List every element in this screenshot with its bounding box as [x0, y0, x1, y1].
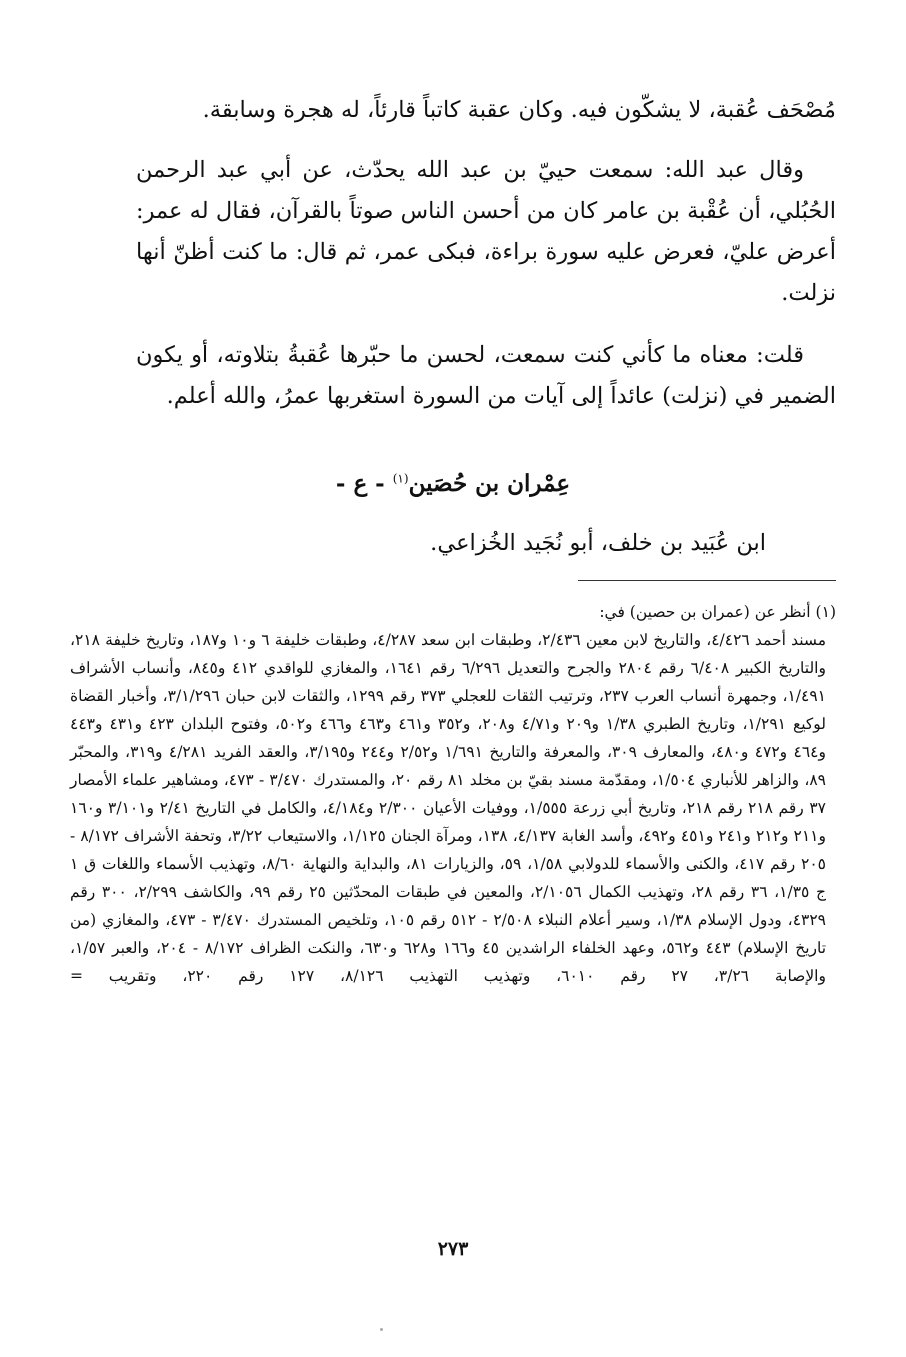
heading-name: عِمْران بن حُصَين — [408, 470, 571, 497]
paragraph-2 — [136, 335, 836, 417]
biography-heading — [0, 470, 906, 497]
lineage-text: ابن عُبَيد بن خلف، أبو نُجَيد الخُزاعي. — [430, 530, 766, 556]
lineage-line — [430, 530, 766, 556]
heading-footnote-ref: (١) — [392, 471, 409, 486]
top-line-text: مُصْحَف عُقبة، لا يشكّون فيه. وكان عقبة كاتباً قارئاً، له هجرة وسابقة. — [202, 97, 836, 123]
heading-code: - ع - — [335, 470, 393, 497]
footnote-separator — [578, 580, 836, 581]
page-number: ٢٧٣ — [437, 1238, 469, 1260]
scan-speck — [380, 1328, 383, 1331]
top-line — [136, 90, 836, 131]
footnote-body: مسند أحمد ٤/٤٢٦، والتاريخ لابن معين ٢/٤٣٦، وطبقات ابن سعد ٤/٢٨٧، وطبقات خليفة ٦ و١٠ و١٨٧، وتاريخ خليفة ٢١٨، والتاريخ الكبير ٦/٤٠٨ رقم ٢٨٠٤ والجرح والتعديل ٦/٢٩٦ رقم ١٦٤١، والمغازي للواقدي ٤١٢ و٨٤٥، وأنساب الأشراف ١/٤٩١، وجمهرة أنساب العرب ٢٣٧، وترتيب الثقات للعجلي ٣٧٣ رقم ١٢٩٩، والثقات لابن حبان ٣/١/٢٩٦، وأخبار القضاة لوكيع ١/٢٩١، وتاريخ الطبري ١/٣٨ و٢٠٩ و٤/٧١ و٢٠٨، و٣٥٢ و٤٦١ و٤٦٣ و٤٦٦ و٥٠٢، وفتوح البلدان ٤٢٣ و٤٣١ و٤٤٣ و٤٦٤ و٤٧٢ و٤٨٠، والمعارف ٣٠٩، والمعرفة والتاريخ ١/٦٩١ و٢/٥٢ و٢٤٤ و٣/١٩٥، والعقد الفريد ٤/٢٨١ و٣١٩، والمحبّر ٨٩، والزاهر للأنباري ١/٥٠٤، ومقدّمة مسند بقيّ بن مخلد ٨١ رقم ٢٠، والمستدرك ٣/٤٧٠ - ٤٧٣، ومشاهير علماء الأمصار ٣٧ رقم ٢١٨ رقم ٢١٨، وتاريخ أبي زرعة ١/٥٥٥، ووفيات الأعيان ٢/٣٠٠ و٤/١٨٤، والكامل في التاريخ ٢/٤١ و٣/١٠١ و١٦٠ و٢١١ و٢١٢ و٢٤١ و٤٥١ و٤٩٢، وأسد الغابة ٤/١٣٧، ١٣٨، ومرآة الجنان ١/١٢٥، والاستيعاب ٣/٢٢، وتحفة الأشراف ٨/١٧٢ - ٢٠٥ رقم ٤١٧، والكنى والأسماء للدولابي ١/٥٨، ٥٩، والزيارات ٨١، والبداية والنهاية ٨/٦٠، وتهذيب الأسماء واللغات ق ١ ج ١/٣٥، ٣٦ رقم ٢٨، وتهذيب الكمال ٢/١٠٥٦، والمعين في طبقات المحدّثين ٢٥ رقم ٩٩، والكاشف ٢/٢٩٩، ٣٠٠ رقم ٤٣٢٩، ودول الإسلام ١/٣٨، وسير أعلام النبلاء ٢/٥٠٨ - ٥١٢ رقم ١٠٥، وتلخيص المستدرك ٣/٤٧٠ - ٤٧٣، والمغازي (من تاريخ الإسلام) ٤٤٣ و٥٦٢، وعهد الخلفاء الراشدين ٤٥ و١٦٦ و٦٢٨ و٦٣٠، والنكت الظراف ٨/١٧٢ - ٢٠٤، والعبر ١/٥٧، والإصابة ٣/٢٦، ٢٧ رقم ٦٠١٠، وتهذيب التهذيب ٨/١٢٦، ١٢٧ رقم ٢٢٠، وتقريب = — [70, 631, 827, 985]
paragraph-2-text: قلت: معناه ما كأني كنت سمعت، لحسن ما حبّرها عُقبةُ بتلاوته، أو يكون الضمير في (نزلت) عائداً إلى آيات من السورة استغربها عمرُ، والله أعلم. — [136, 342, 836, 409]
footnote-marker: (١) — [815, 603, 836, 621]
footnote-intro: أنظر عن (عمران بن حصين) في: — [599, 603, 811, 621]
paragraph-1-text: وقال عبد الله: سمعت حييّ بن عبد الله يحدّث، عن أبي عبد الرحمن الحُبُلي، أن عُقْبة بن عامر كان من أحسن الناس صوتاً بالقرآن، فقال له عمر: أعرض عليّ، فعرض عليه سورة براءة، فبكى عمر، ثم قال: ما كنت أظنّ أنها نزلت. — [136, 157, 836, 306]
footnote-intro-line — [70, 598, 836, 626]
paragraph-1 — [136, 150, 836, 314]
footnotes — [70, 598, 836, 990]
